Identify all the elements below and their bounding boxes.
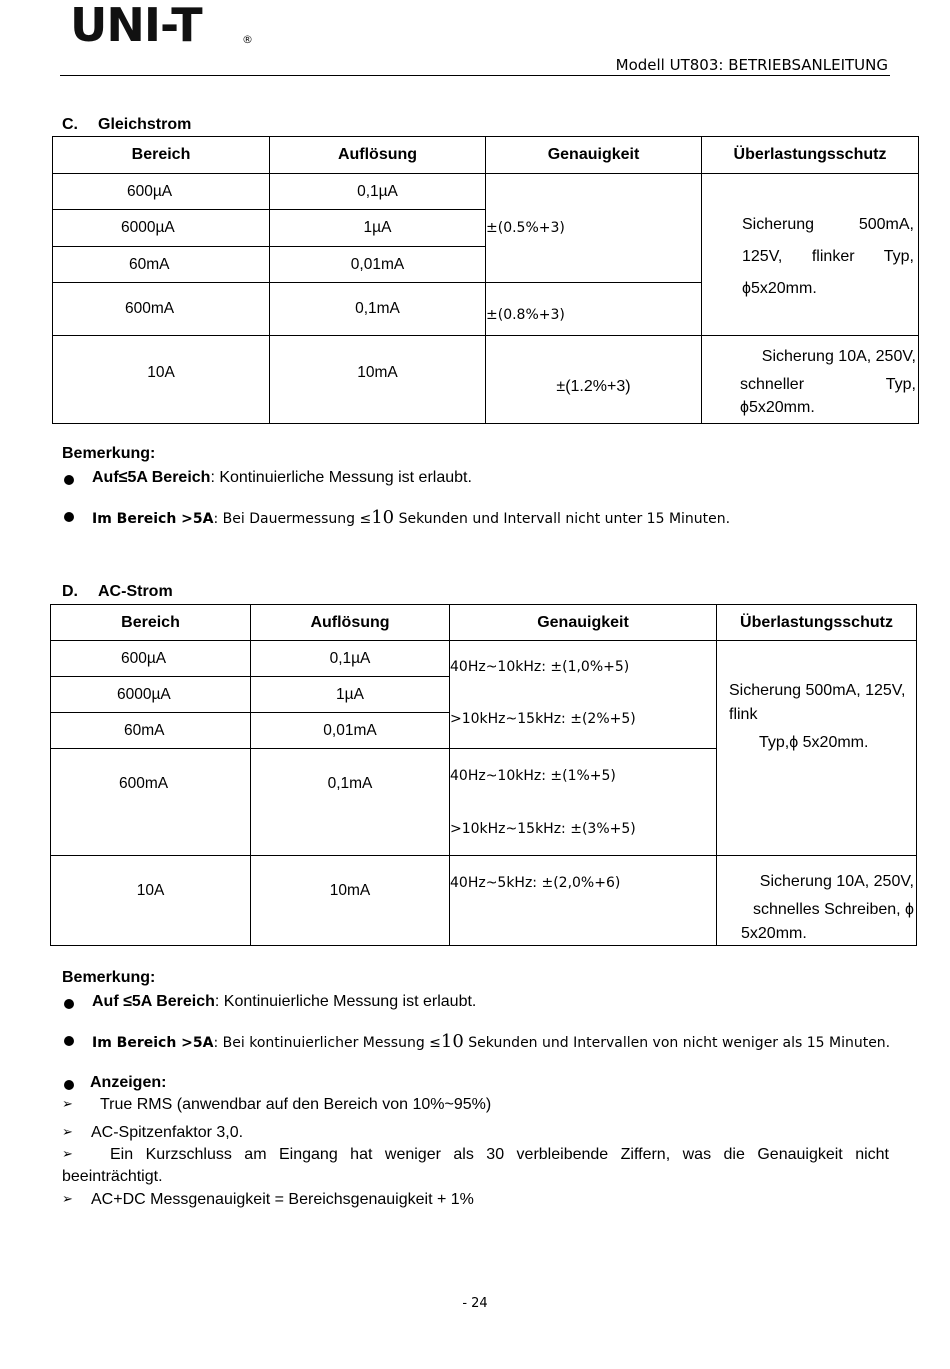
table-cell: 600µA [53,174,270,210]
section-d-name: AC-Strom [98,583,173,600]
display-item-3: ➢ Ein Kurzschluss am Eingang hat weniger als 30 verbleibende Ziffern, was die Genauigkeit nicht beeinträchtigt. [62,1146,889,1185]
note-d-bullet-2: Im Bereich >5A: Bei kontinuierlicher Messung ≤10 Sekunden und Intervallen von nicht weniger als 15 Minuten. [64,1031,924,1053]
arrow-bullet-icon: ➢ [62,1096,73,1111]
ac-current-table [50,604,917,946]
accuracy-cell: 40Hz~10kHz: ±(1%+5) >10kHz~15kHz: ±(3%+5) [450,749,717,856]
table-cell: 600mA [53,283,270,336]
note-d-heading: Bemerkung: [62,969,156,986]
svg-text:®: ® [242,33,253,45]
arrow-bullet-icon: ➢ [62,1124,73,1139]
table-cell: 6000µA [53,210,270,247]
table-cell: 1µA [251,677,450,713]
table-cell: 600µA [51,641,251,677]
table-cell: 10A [51,856,251,946]
table-cell: 10mA [270,336,486,424]
table-cell: 0,1µA [270,174,486,210]
display-item-4: ➢ AC+DC Messgenauigkeit = Bereichsgenauigkeit + 1% [62,1191,474,1208]
arrow-bullet-icon: ➢ [62,1191,73,1206]
table-cell: 6000µA [51,677,251,713]
table-cell: ±(0.5%+3) [486,174,702,283]
protection-cell: Sicherung 500mA, 125V, flink Typ,ϕ 5x20mm. [717,641,917,856]
table-cell: ±(1.2%+3) [486,336,702,424]
table-cell: 0,1mA [251,749,450,856]
col-header-range: Bereich [53,137,270,174]
table-cell: ±(0.8%+3) [486,283,702,336]
table-cell: 0,1µA [251,641,450,677]
note-c-heading: Bemerkung: [62,445,156,462]
section-c-letter: C. [62,116,78,133]
logo-text: UNI-T [70,3,202,45]
table-cell: 60mA [53,247,270,283]
table-cell: 600mA [51,749,251,856]
table-cell: 10A [53,336,270,424]
dc-current-table [52,136,919,424]
col-header-resolution: Auflösung [270,137,486,174]
header-divider [60,75,890,76]
note-c-bullet-1: Auf≤5A Bereich: Kontinuierliche Messung ist erlaubt. [64,469,924,491]
section-c-title [62,116,191,134]
section-c-name: Gleichstrom [98,116,192,133]
arrow-bullet-icon: ➢ [62,1146,73,1161]
col-header-protection: Überlastungsschutz [717,605,917,641]
note-d-bullet-3: Anzeigen: [64,1074,924,1096]
display-item-2: ➢ AC-Spitzenfaktor 3,0. [62,1124,244,1141]
note-d-bullet-1: Auf ≤5A Bereich: Kontinuierliche Messung ist erlaubt. [64,993,924,1015]
table-cell: 60mA [51,713,251,749]
accuracy-cell: 40Hz~10kHz: ±(1,0%+5) >10kHz~15kHz: ±(2%+5) [450,641,717,749]
page-number: - 24 [462,1296,488,1311]
protection-cell: Sicherung 10A, 250V, schnelles Schreiben, ϕ 5x20mm. [717,856,917,946]
col-header-range: Bereich [51,605,251,641]
col-header-protection: Überlastungsschutz [702,137,919,174]
col-header-accuracy: Genauigkeit [486,137,702,174]
table-cell: 40Hz~5kHz: ±(2,0%+6) [450,856,717,946]
table-cell: 0,01mA [270,247,486,283]
document-title: Modell UT803: BETRIEBSANLEITUNG [615,56,888,74]
protection-cell: Sicherung 500mA, 125V, flinker Typ, ϕ5x20mm. [702,174,919,336]
protection-cell: Sicherung 10A, 250V, schneller Typ, ϕ5x20mm. [702,336,919,424]
section-d-letter: D. [62,583,78,600]
display-item-1: ➢ True RMS (anwendbar auf den Bereich von 10%~95%) [62,1096,492,1113]
note-c-bullet-2: Im Bereich >5A: Bei Dauermessung ≤10 Sekunden und Intervall nicht unter 15 Minuten. [64,507,924,529]
section-d-title [62,583,173,601]
table-cell: 0,01mA [251,713,450,749]
col-header-accuracy: Genauigkeit [450,605,717,641]
brand-logo [70,3,260,45]
table-cell: 1µA [270,210,486,247]
table-cell: 10mA [251,856,450,946]
col-header-resolution: Auflösung [251,605,450,641]
table-cell: 0,1mA [270,283,486,336]
